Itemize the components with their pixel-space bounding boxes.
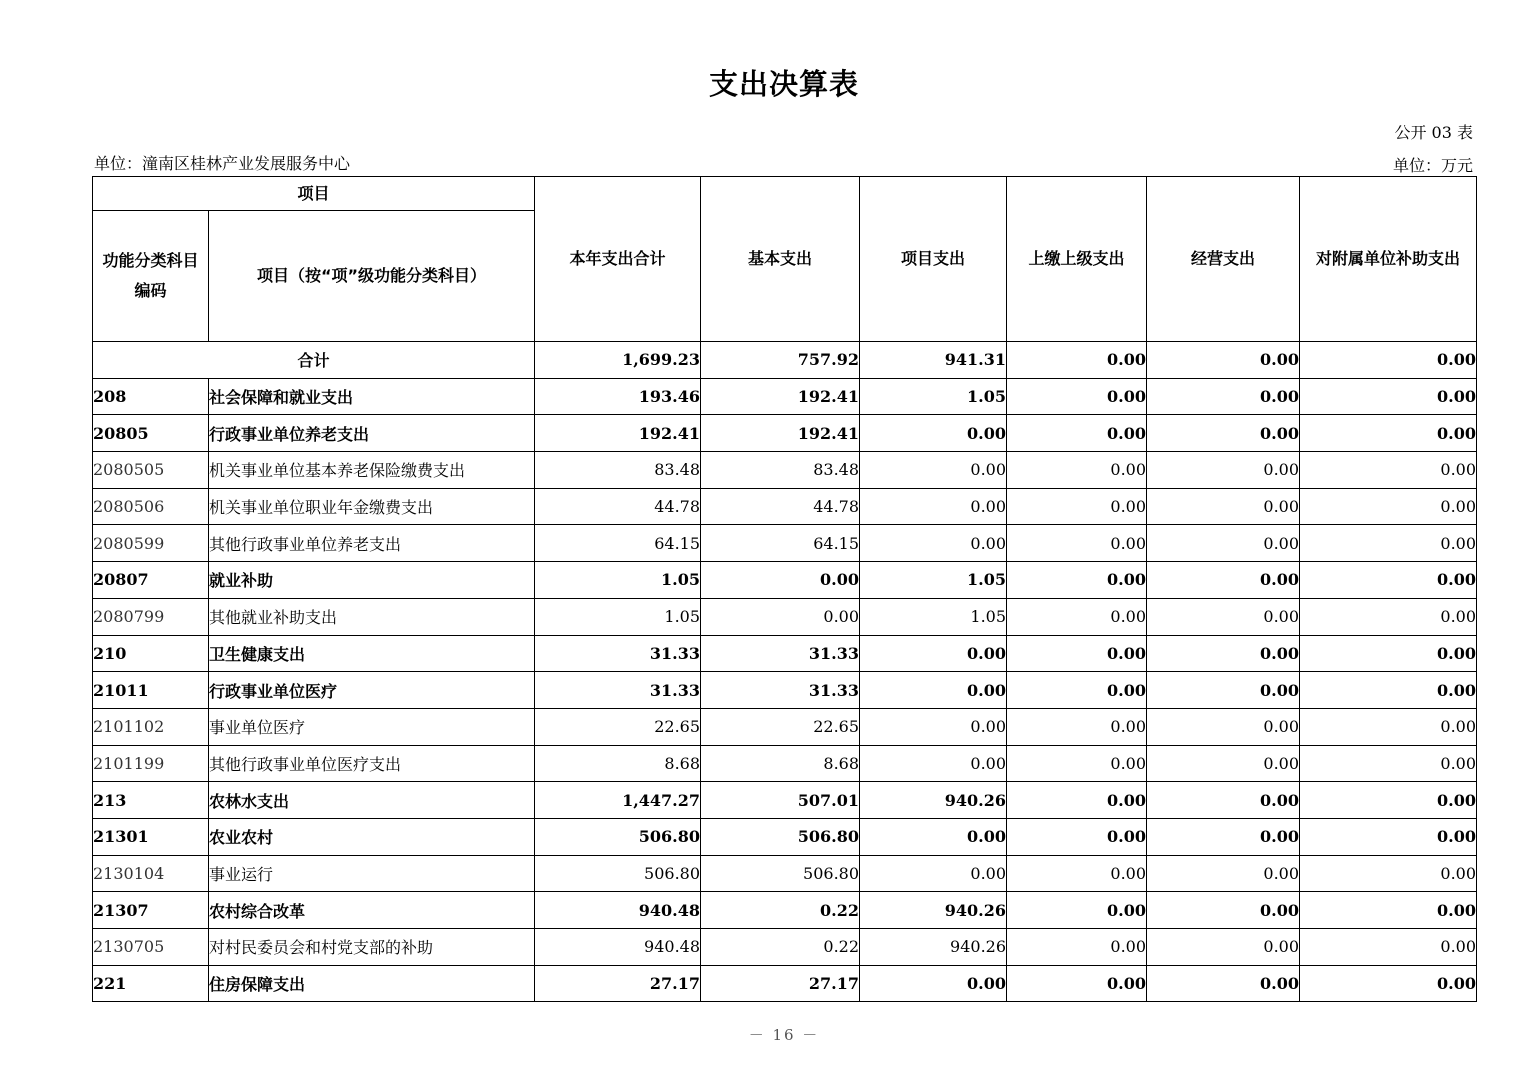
row-value: 192.41	[535, 415, 701, 452]
row-value: 0.00	[1007, 672, 1147, 709]
table-row	[93, 929, 1477, 966]
row-value: 0.22	[701, 892, 860, 929]
row-value: 0.00	[1300, 488, 1477, 525]
row-value: 1.05	[860, 562, 1007, 599]
table-row	[93, 892, 1477, 929]
row-value: 44.78	[535, 488, 701, 525]
row-value: 0.00	[1007, 818, 1147, 855]
row-value: 0.22	[701, 929, 860, 966]
table-row	[93, 818, 1477, 855]
row-code: 21011	[93, 672, 209, 709]
row-value: 0.00	[1007, 929, 1147, 966]
row-value: 0.00	[1300, 378, 1477, 415]
row-value: 940.26	[860, 782, 1007, 819]
row-value: 0.00	[1300, 525, 1477, 562]
row-value: 0.00	[1300, 672, 1477, 709]
row-code: 2080599	[93, 525, 209, 562]
row-value: 0.00	[1147, 892, 1300, 929]
row-value: 192.41	[701, 415, 860, 452]
row-value: 1.05	[860, 378, 1007, 415]
total-cell: 1,699.23	[535, 342, 701, 379]
table-row	[93, 378, 1477, 415]
row-value: 506.80	[535, 818, 701, 855]
row-value: 0.00	[860, 672, 1007, 709]
row-value: 192.41	[701, 378, 860, 415]
row-value: 0.00	[860, 415, 1007, 452]
row-value: 0.00	[1007, 965, 1147, 1002]
row-code: 20807	[93, 562, 209, 599]
total-label: 合计	[93, 342, 535, 379]
row-value: 0.00	[1300, 892, 1477, 929]
row-value: 0.00	[1147, 965, 1300, 1002]
table-number: 公开 03 表	[1394, 123, 1473, 142]
row-name: 农业农村	[209, 818, 535, 855]
row-code: 20805	[93, 415, 209, 452]
row-value: 0.00	[1007, 708, 1147, 745]
table-row	[93, 672, 1477, 709]
table-row	[93, 965, 1477, 1002]
row-name: 其他就业补助支出	[209, 598, 535, 635]
row-value: 0.00	[1300, 782, 1477, 819]
row-value: 22.65	[701, 708, 860, 745]
row-value: 8.68	[701, 745, 860, 782]
row-value: 0.00	[860, 745, 1007, 782]
row-value: 0.00	[1147, 855, 1300, 892]
row-value: 0.00	[860, 818, 1007, 855]
total-cell: 757.92	[701, 342, 860, 379]
row-value: 0.00	[1007, 452, 1147, 489]
row-value: 64.15	[535, 525, 701, 562]
row-value: 0.00	[1300, 708, 1477, 745]
row-value: 0.00	[860, 965, 1007, 1002]
table-row	[93, 562, 1477, 599]
row-name: 行政事业单位医疗	[209, 672, 535, 709]
row-value: 507.01	[701, 782, 860, 819]
row-name: 农林水支出	[209, 782, 535, 819]
row-value: 0.00	[1007, 415, 1147, 452]
row-value: 0.00	[1300, 598, 1477, 635]
row-value: 0.00	[1147, 708, 1300, 745]
row-name: 卫生健康支出	[209, 635, 535, 672]
total-cell: 0.00	[1007, 342, 1147, 379]
row-value: 0.00	[860, 525, 1007, 562]
page-title: 支出决算表	[708, 67, 859, 101]
row-value: 0.00	[1300, 635, 1477, 672]
row-value: 0.00	[1300, 745, 1477, 782]
row-value: 64.15	[701, 525, 860, 562]
table-row	[93, 745, 1477, 782]
row-code: 213	[93, 782, 209, 819]
expenditure-table	[92, 176, 1477, 1002]
table-row	[93, 598, 1477, 635]
row-value: 0.00	[1147, 929, 1300, 966]
header-business: 经营支出	[1147, 177, 1300, 342]
row-value: 0.00	[1300, 818, 1477, 855]
table-row	[93, 415, 1477, 452]
row-value: 0.00	[1147, 782, 1300, 819]
row-value: 83.48	[701, 452, 860, 489]
row-name: 社会保障和就业支出	[209, 378, 535, 415]
row-code: 208	[93, 378, 209, 415]
currency-unit: 单位：万元	[1392, 156, 1473, 175]
row-value: 1.05	[535, 598, 701, 635]
row-value: 0.00	[860, 708, 1007, 745]
row-code: 21307	[93, 892, 209, 929]
total-cell: 941.31	[860, 342, 1007, 379]
header-project: 项目	[93, 177, 535, 211]
row-value: 940.48	[535, 929, 701, 966]
row-value: 0.00	[1147, 672, 1300, 709]
row-value: 0.00	[1300, 855, 1477, 892]
row-value: 0.00	[1300, 562, 1477, 599]
row-code: 2080505	[93, 452, 209, 489]
row-value: 27.17	[535, 965, 701, 1002]
row-code: 2101102	[93, 708, 209, 745]
row-value: 1.05	[860, 598, 1007, 635]
row-value: 0.00	[860, 635, 1007, 672]
row-value: 0.00	[1147, 598, 1300, 635]
header-code: 功能分类科目编码	[93, 211, 209, 342]
row-value: 0.00	[860, 488, 1007, 525]
header-total: 本年支出合计	[535, 177, 701, 342]
row-value: 0.00	[1007, 598, 1147, 635]
row-value: 0.00	[860, 452, 1007, 489]
row-value: 0.00	[1007, 525, 1147, 562]
row-value: 0.00	[1007, 745, 1147, 782]
header-basic: 基本支出	[701, 177, 860, 342]
row-code: 221	[93, 965, 209, 1002]
row-value: 0.00	[1147, 818, 1300, 855]
header-subsidy: 对附属单位补助支出	[1300, 177, 1477, 342]
row-value: 0.00	[1147, 525, 1300, 562]
row-code: 2130104	[93, 855, 209, 892]
row-value: 0.00	[1007, 378, 1147, 415]
header-name: 项目（按“项”级功能分类科目）	[209, 211, 535, 342]
row-value: 0.00	[701, 598, 860, 635]
row-value: 1,447.27	[535, 782, 701, 819]
row-name: 农村综合改革	[209, 892, 535, 929]
row-value: 940.26	[860, 892, 1007, 929]
row-value: 0.00	[1147, 562, 1300, 599]
row-value: 0.00	[1007, 892, 1147, 929]
row-value: 31.33	[701, 635, 860, 672]
total-cell: 0.00	[1300, 342, 1477, 379]
row-value: 0.00	[1007, 855, 1147, 892]
row-value: 83.48	[535, 452, 701, 489]
row-value: 506.80	[701, 818, 860, 855]
row-value: 44.78	[701, 488, 860, 525]
table-row	[93, 488, 1477, 525]
row-value: 31.33	[535, 672, 701, 709]
row-value: 0.00	[1300, 415, 1477, 452]
row-name: 事业单位医疗	[209, 708, 535, 745]
header-project-expense: 项目支出	[860, 177, 1007, 342]
table-row	[93, 635, 1477, 672]
row-name: 其他行政事业单位养老支出	[209, 525, 535, 562]
row-name: 事业运行	[209, 855, 535, 892]
row-value: 193.46	[535, 378, 701, 415]
table-row	[93, 782, 1477, 819]
row-value: 0.00	[1147, 415, 1300, 452]
table-row	[93, 855, 1477, 892]
row-value: 1.05	[535, 562, 701, 599]
table-row	[93, 708, 1477, 745]
row-value: 506.80	[701, 855, 860, 892]
total-row	[93, 342, 1477, 379]
table-row	[93, 452, 1477, 489]
table-row	[93, 525, 1477, 562]
row-value: 506.80	[535, 855, 701, 892]
header-upper: 上缴上级支出	[1007, 177, 1147, 342]
row-value: 0.00	[1300, 929, 1477, 966]
row-code: 2080799	[93, 598, 209, 635]
row-value: 0.00	[1300, 965, 1477, 1002]
row-code: 2101199	[93, 745, 209, 782]
row-value: 31.33	[701, 672, 860, 709]
row-name: 住房保障支出	[209, 965, 535, 1002]
row-code: 2080506	[93, 488, 209, 525]
row-name: 其他行政事业单位医疗支出	[209, 745, 535, 782]
organization-unit: 单位：潼南区桂林产业发展服务中心	[94, 154, 351, 173]
row-name: 行政事业单位养老支出	[209, 415, 535, 452]
row-name: 机关事业单位职业年金缴费支出	[209, 488, 535, 525]
row-code: 21301	[93, 818, 209, 855]
row-value: 940.48	[535, 892, 701, 929]
row-value: 0.00	[1147, 378, 1300, 415]
row-value: 0.00	[1007, 562, 1147, 599]
row-name: 对村民委员会和村党支部的补助	[209, 929, 535, 966]
row-value: 0.00	[1147, 488, 1300, 525]
row-value: 0.00	[1147, 635, 1300, 672]
row-value: 27.17	[701, 965, 860, 1002]
row-code: 210	[93, 635, 209, 672]
row-value: 0.00	[860, 855, 1007, 892]
row-value: 0.00	[1300, 452, 1477, 489]
row-value: 8.68	[535, 745, 701, 782]
row-value: 0.00	[701, 562, 860, 599]
row-value: 31.33	[535, 635, 701, 672]
row-value: 0.00	[1007, 488, 1147, 525]
row-value: 0.00	[1147, 745, 1300, 782]
page-number: － 16 －	[748, 1026, 820, 1044]
row-code: 2130705	[93, 929, 209, 966]
row-value: 22.65	[535, 708, 701, 745]
row-name: 就业补助	[209, 562, 535, 599]
total-cell: 0.00	[1147, 342, 1300, 379]
row-value: 0.00	[1007, 782, 1147, 819]
row-value: 940.26	[860, 929, 1007, 966]
row-name: 机关事业单位基本养老保险缴费支出	[209, 452, 535, 489]
row-value: 0.00	[1147, 452, 1300, 489]
row-value: 0.00	[1007, 635, 1147, 672]
